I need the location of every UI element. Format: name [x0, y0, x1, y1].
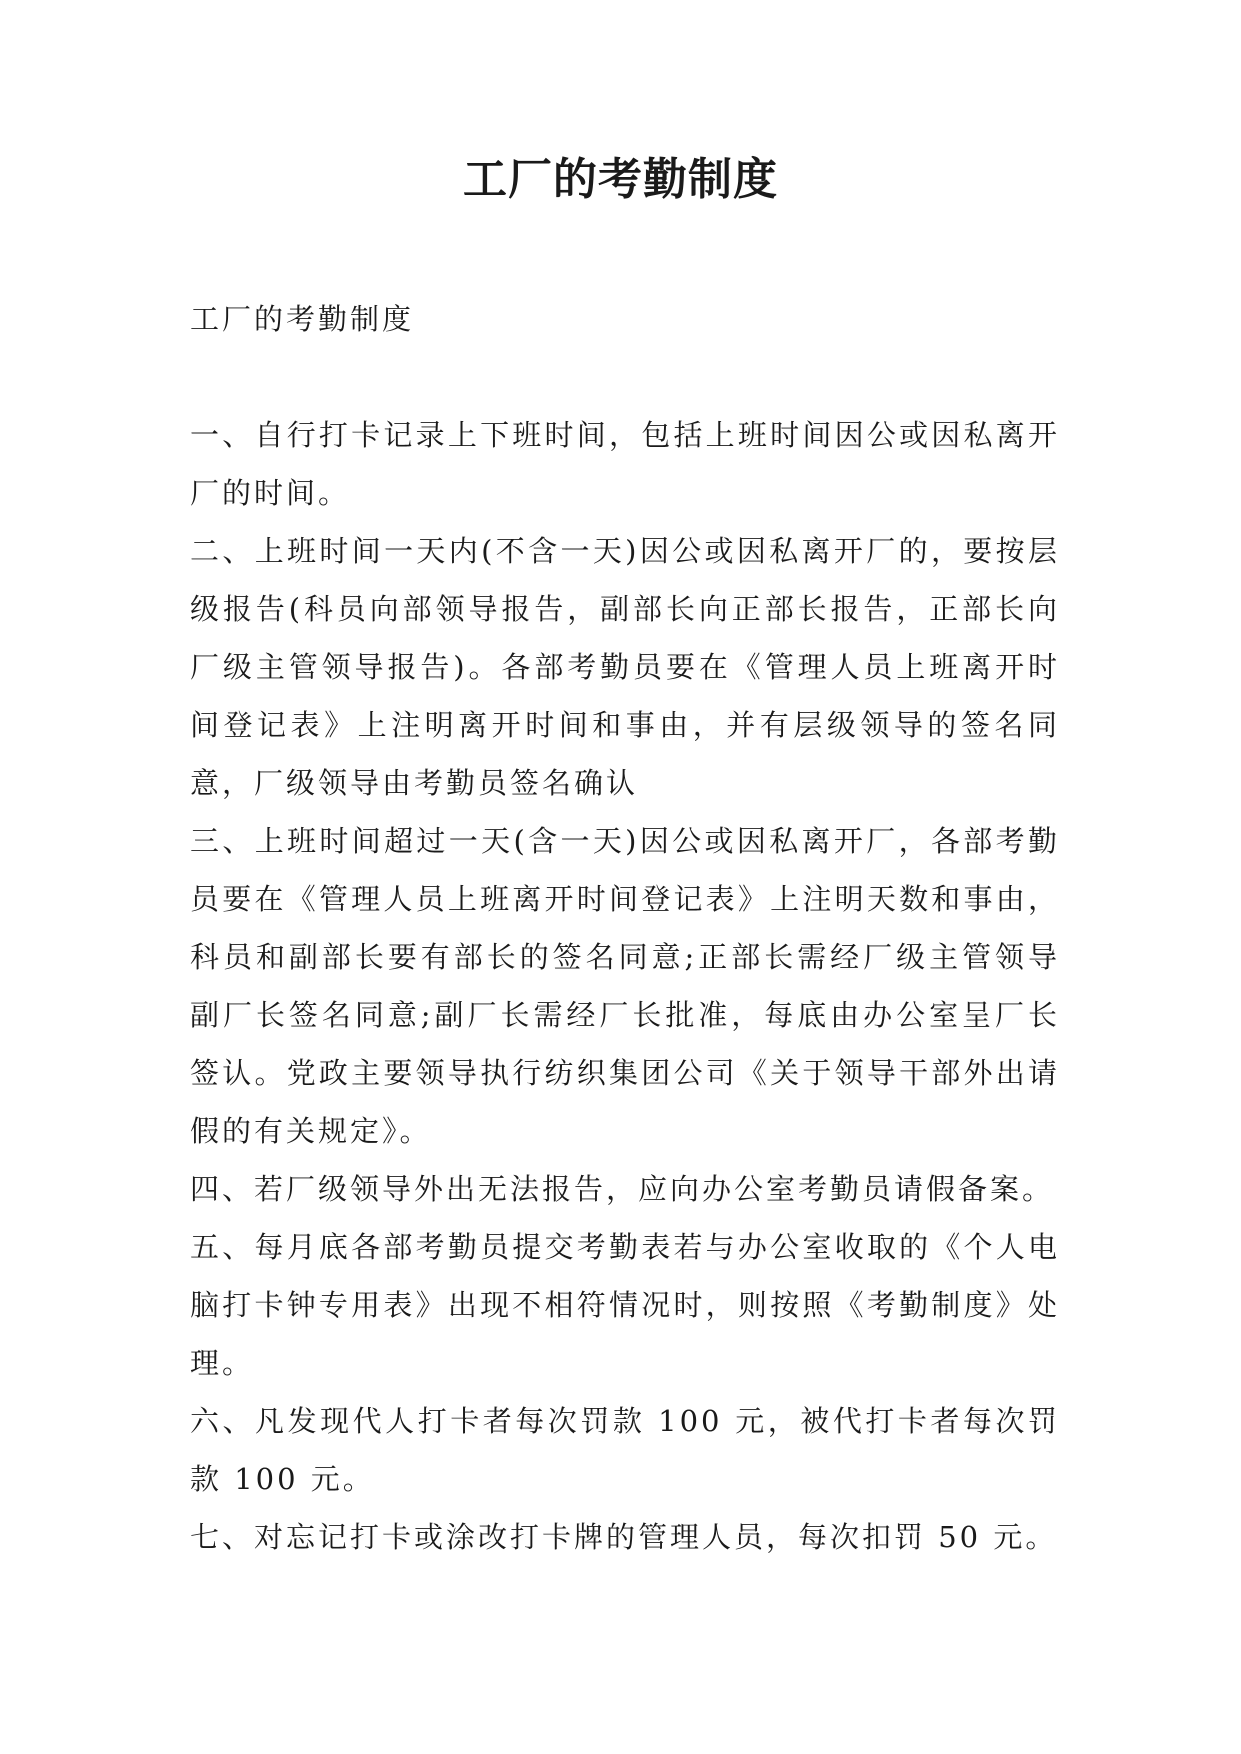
- paragraph-1: 一、自行打卡记录上下班时间，包括上班时间因公或因私离开厂的时间。: [190, 418, 1060, 510]
- document-title: 工厂的考勤制度: [463, 154, 778, 205]
- document-subtitle: 工厂的考勤制度: [190, 302, 415, 336]
- paragraph-7: 七、对忘记打卡或涂改打卡牌的管理人员，每次扣罚 50 元。: [190, 1520, 1058, 1554]
- paragraph-2: 二、上班时间一天内(不含一天)因公或因私离开厂的，要按层级报告(科员向部领导报告，副部长向正部长报告，正部长向厂级主管领导报告)。各部考勤员要在《管理人员上班离开时间登记表》上注明离开时间和事由，并有层级领导的签名同意，厂级领导由考勤员签名确认: [190, 534, 1060, 800]
- paragraph-6: 六、凡发现代人打卡者每次罚款 100 元，被代打卡者每次罚款 100 元。: [190, 1404, 1060, 1496]
- paragraph-5: 五、每月底各部考勤员提交考勤表若与办公室收取的《个人电脑打卡钟专用表》出现不相符情况时，则按照《考勤制度》处理。: [190, 1230, 1060, 1380]
- paragraph-3: 三、上班时间超过一天(含一天)因公或因私离开厂，各部考勤员要在《管理人员上班离开时间登记表》上注明天数和事由，科员和副部长要有部长的签名同意;正部长需经厂级主管领导副厂长签名同意;副厂长需经厂长批准，每底由办公室呈厂长签认。党政主要领导执行纺织集团公司《关于领导干部外出请假的有关规定》。: [190, 824, 1060, 1148]
- document-body: [190, 290, 1060, 1566]
- paragraph-4: 四、若厂级领导外出无法报告，应向办公室考勤员请假备案。: [190, 1172, 1055, 1206]
